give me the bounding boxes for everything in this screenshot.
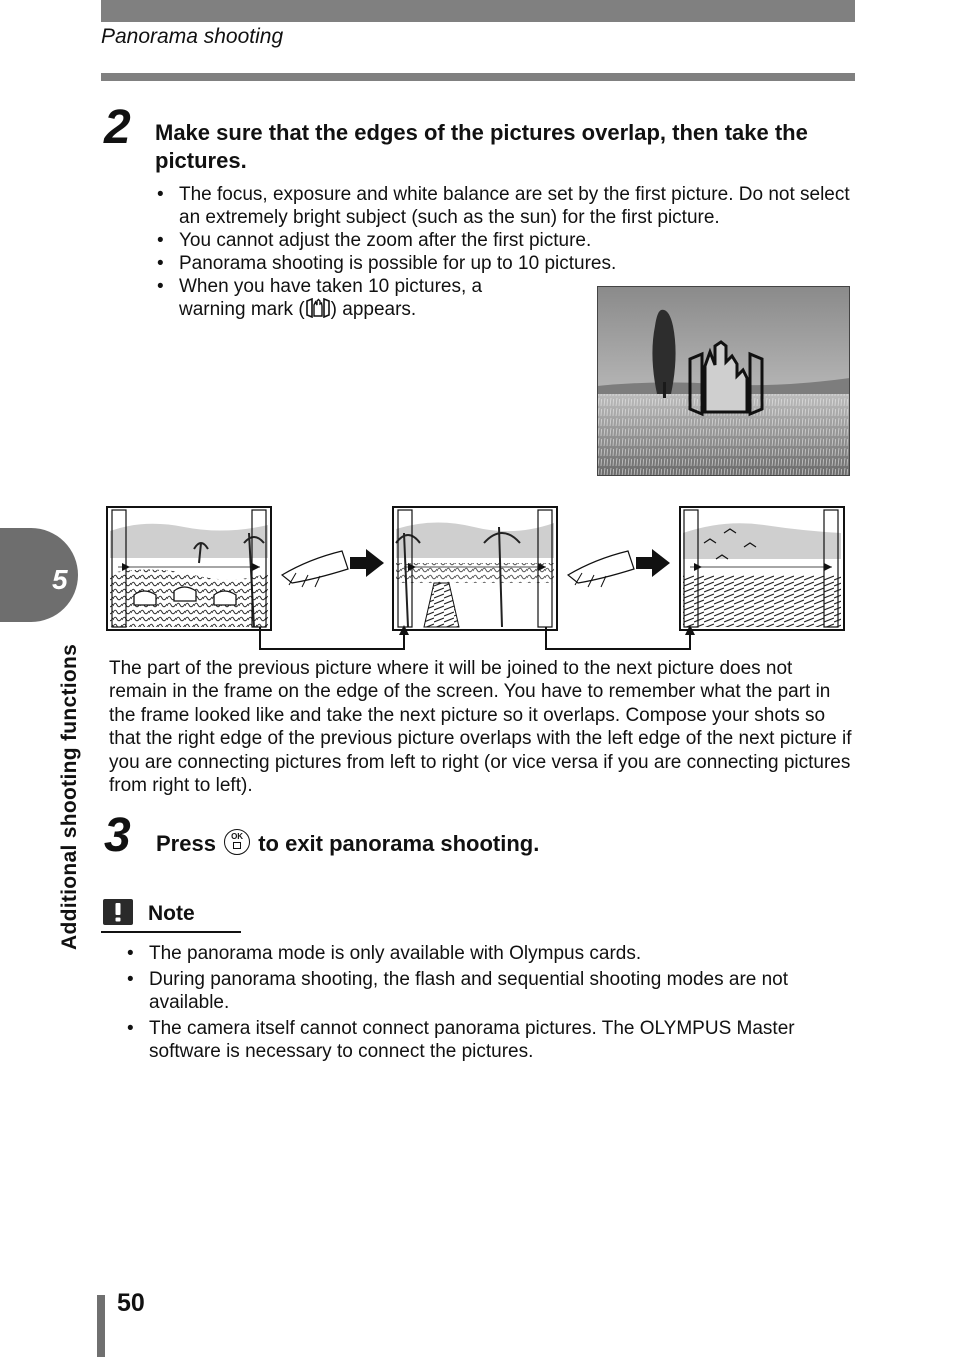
overlap-connector <box>546 625 695 649</box>
panorama-frame-1 <box>107 507 271 630</box>
note-item: • During panorama shooting, the flash and sequential shooting modes are not available. <box>125 968 855 1014</box>
step-2-title: Make sure that the edges of the pictures overlap, then take the pictures. <box>155 120 808 173</box>
bullet-item-warning <box>155 275 509 324</box>
page-number: 50 <box>117 1289 145 1317</box>
chapter-number: 5 <box>52 564 68 595</box>
note-heading: Note <box>148 902 195 925</box>
header-title: Panorama shooting <box>101 25 284 48</box>
note-item: • The panorama mode is only available with Olympus cards. <box>125 942 855 965</box>
header-top-bar <box>101 0 855 22</box>
step-3-rest: to exit panorama shooting. <box>258 831 540 856</box>
page-number-bar <box>97 1295 105 1357</box>
panorama-sequence-diagram <box>104 503 846 653</box>
warning-text-before: When you have taken 10 pictures, a warning mark ( <box>179 276 483 320</box>
bullet-item: • You cannot adjust the zoom after the first picture. <box>155 229 850 252</box>
bullet-item: • Panorama shooting is possible for up to 10 pictures. <box>155 252 850 275</box>
step-3-press: Press <box>156 831 216 856</box>
step-3-number: 3 <box>104 809 131 862</box>
panorama-frame-2 <box>393 507 557 630</box>
arrow-right-icon <box>636 549 670 577</box>
panorama-frame-3 <box>680 507 844 630</box>
note-item: • The camera itself cannot connect panorama pictures. The OLYMPUS Master software is necessary to connect the pictures. <box>125 1017 855 1063</box>
ok-button-icon <box>224 829 250 855</box>
ok-button-label: OK <box>231 832 244 841</box>
bullet-item: • The focus, exposure and white balance are set by the first picture. Do not select an extremely bright subject (such as the sun) for the first picture. <box>155 183 850 229</box>
arrow-right-icon <box>350 549 384 577</box>
shutter-press-hint <box>568 549 670 587</box>
chapter-label: Additional shooting functions <box>58 643 81 950</box>
header-rule <box>101 73 855 81</box>
overlap-connector <box>260 625 409 649</box>
step-3-title <box>156 829 856 858</box>
note-list <box>125 942 855 1063</box>
warning-text-after: ) appears. <box>330 299 417 320</box>
overlap-explanation: The part of the previous picture where it will be joined to the next picture does not remain in the frame on the edge of the screen. You have to remember what the part in the frame looked like and take the next picture so it overlaps. Compose your shots so that the right edge of the previous picture overlaps with the left edge of the next picture if you are connecting pictures from left to right (or vice versa if you are connecting pictures from right to left). <box>109 658 852 797</box>
step-2-number: 2 <box>104 101 131 154</box>
exclamation-icon <box>103 899 133 925</box>
shutter-press-hint <box>282 549 384 587</box>
hand-warning-icon <box>305 298 331 324</box>
note-underline <box>101 931 241 933</box>
warning-example-photo <box>597 286 850 476</box>
